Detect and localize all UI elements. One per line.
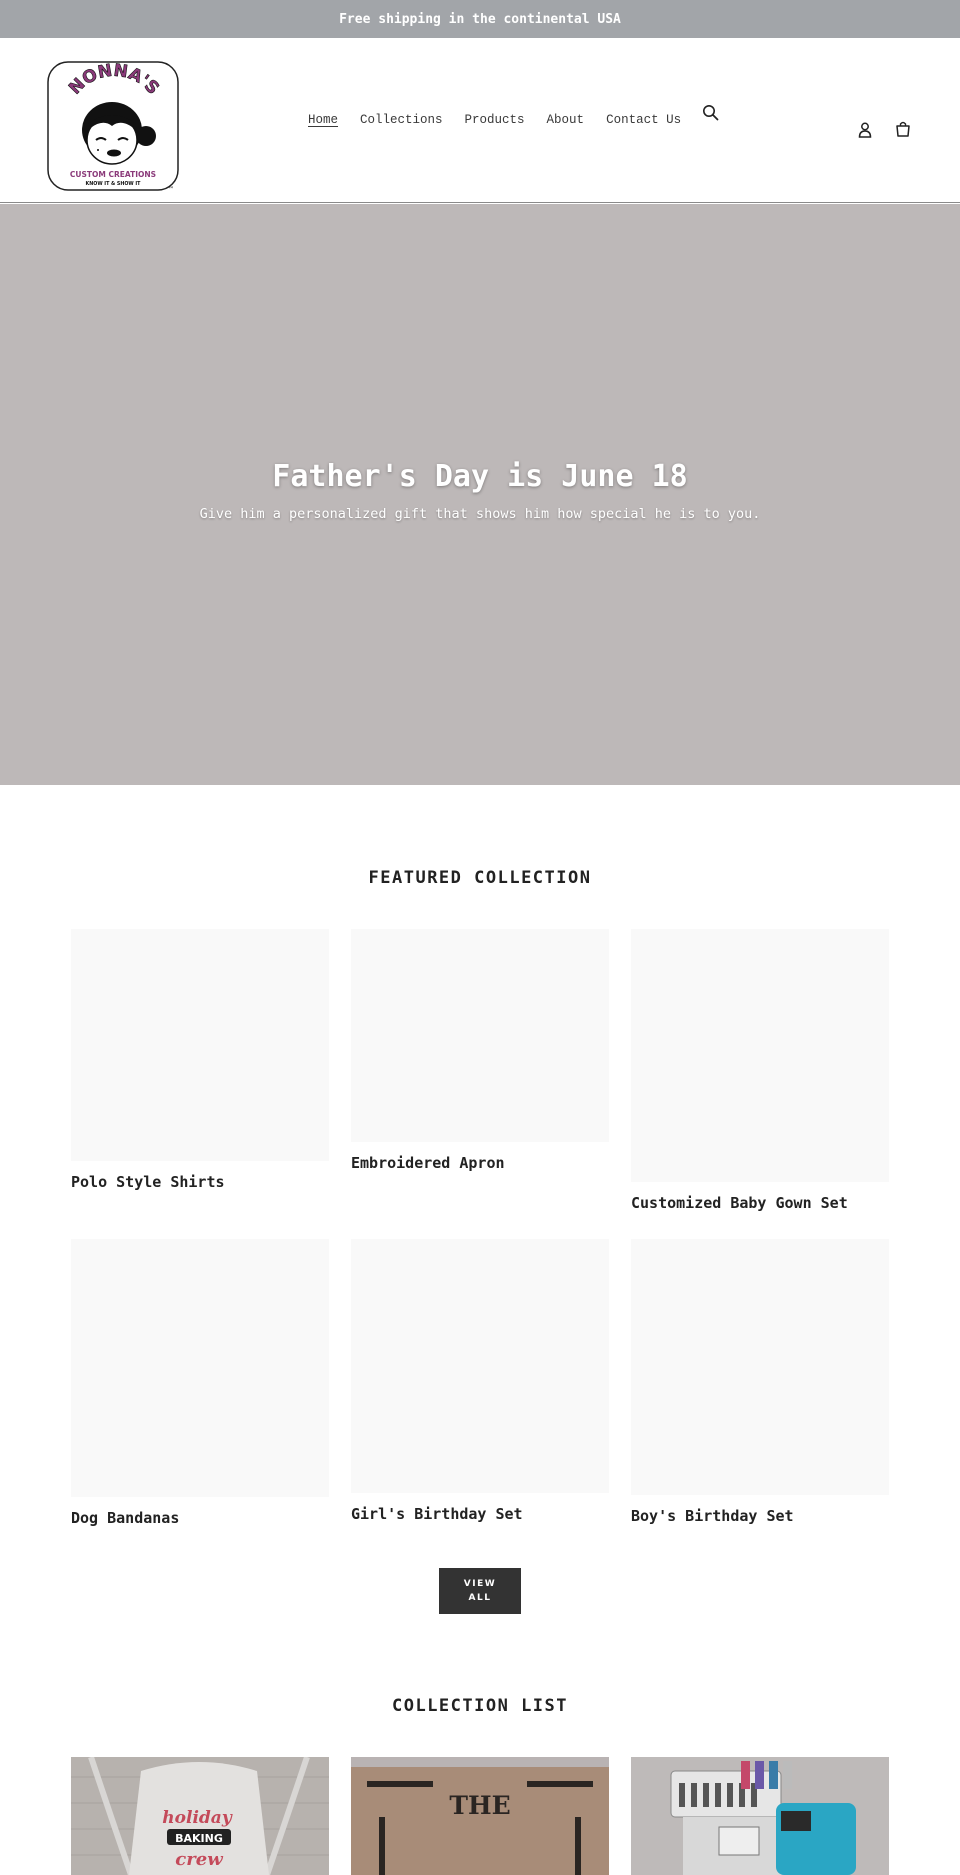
- site-header: [0, 38, 960, 203]
- cart-icon[interactable]: [893, 119, 913, 139]
- account-icon[interactable]: [855, 120, 875, 140]
- product-title[interactable]: Customized Baby Gown Set: [631, 1194, 848, 1212]
- collection-card-apron[interactable]: [71, 1757, 329, 1875]
- nav-about[interactable]: About: [546, 113, 585, 127]
- product-image-placeholder[interactable]: [631, 929, 889, 1182]
- product-card-dog-bandanas[interactable]: [71, 1239, 329, 1527]
- doormat-image[interactable]: [351, 1757, 609, 1875]
- logo-tagline: CUSTOM CREATIONS: [69, 170, 157, 179]
- view-all-button[interactable]: VIEW ALL: [439, 1568, 521, 1614]
- hero-subtitle: Give him a personalized gift that shows him how special he is to you.: [199, 506, 761, 522]
- product-card-polo-style-shirts[interactable]: [71, 929, 329, 1191]
- product-image-placeholder[interactable]: [351, 1239, 609, 1493]
- apron-lettering-1: holiday: [162, 1808, 232, 1828]
- logo-tm: ™: [168, 186, 174, 192]
- apron-lettering-2: BAKING: [175, 1832, 223, 1845]
- hero-title: Father's Day is June 18: [272, 459, 688, 494]
- product-card-embroidered-apron[interactable]: [351, 929, 609, 1172]
- collection-list-title: COLLECTION LIST: [391, 1696, 569, 1716]
- doormat-lettering: THE: [449, 1791, 511, 1820]
- hero-banner: [0, 204, 960, 785]
- nav-home[interactable]: Home: [308, 113, 339, 127]
- apron-lettering-3: crew: [175, 1849, 223, 1870]
- announcement-text: Free shipping in the continental USA: [339, 11, 621, 27]
- product-title[interactable]: Girl's Birthday Set: [351, 1505, 523, 1523]
- collection-card-embroidery-machine[interactable]: [631, 1757, 889, 1875]
- logo-slogan: KNOW IT & SHOW IT: [85, 182, 141, 187]
- main-nav: [308, 113, 703, 127]
- apron-image[interactable]: [71, 1757, 329, 1875]
- store-logo[interactable]: [46, 60, 180, 192]
- nav-contact-us[interactable]: Contact Us: [606, 113, 682, 127]
- product-title[interactable]: Boy's Birthday Set: [631, 1507, 794, 1525]
- product-image-placeholder[interactable]: [631, 1239, 889, 1495]
- announcement-bar: [0, 0, 960, 38]
- collection-card-doormat[interactable]: [351, 1757, 609, 1875]
- product-card-boys-birthday-set[interactable]: [631, 1239, 889, 1525]
- search-icon[interactable]: [701, 103, 721, 123]
- product-title[interactable]: Embroidered Apron: [351, 1154, 505, 1172]
- product-card-girls-birthday-set[interactable]: [351, 1239, 609, 1523]
- product-title[interactable]: Polo Style Shirts: [71, 1173, 225, 1191]
- product-image-placeholder[interactable]: [71, 929, 329, 1161]
- nav-products[interactable]: Products: [464, 113, 525, 127]
- nav-collections[interactable]: Collections: [360, 113, 443, 127]
- embroidery-machine-image[interactable]: [631, 1757, 889, 1875]
- product-title[interactable]: Dog Bandanas: [71, 1509, 180, 1527]
- product-image-placeholder[interactable]: [71, 1239, 329, 1497]
- product-image-placeholder[interactable]: [351, 929, 609, 1142]
- product-card-customized-baby-gown-set[interactable]: [631, 929, 889, 1212]
- svg-text:NONNA'S: NONNA'S: [65, 60, 163, 99]
- featured-collection-title: FEATURED COLLECTION: [368, 868, 592, 888]
